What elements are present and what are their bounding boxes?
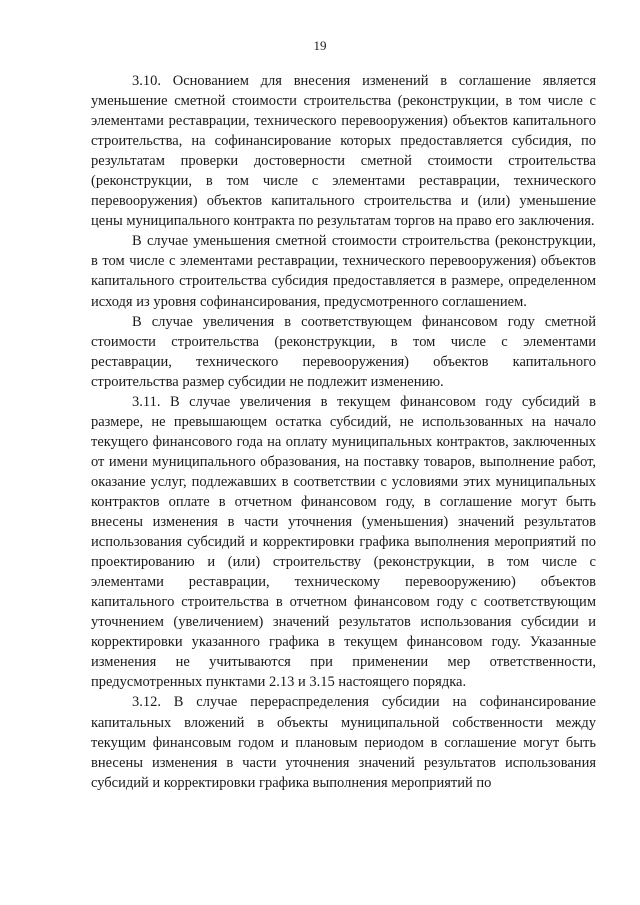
paragraph-estimate-increase: В случае увеличения в соответствующем финансовом году сметной стоимости строительства (реконструкции, в том числе с элементами реставрации, технического перевооружения) объектов капитального строительства размер субсидии не подлежит изменению. (91, 313, 596, 390)
body-text (91, 71, 596, 793)
paragraph-estimate-decrease: В случае уменьшения сметной стоимости строительства (реконструкции, в том числе с элементами реставрации, технического перевооружения) объектов капитального строительства субсидия предоставляется в размере, определенном исходя из уровня софинансирования, предусмотренного соглашением. (91, 233, 596, 310)
paragraph-3-12: 3.12. В случае перераспределения субсидии на софинансирование капитальных вложений в объекты муниципальной собственности между текущим финансовым годом и плановым периодом в соглашение могут быть внесены изменения в части уточнения значений результатов использования субсидий и корректировки графика выполнения мероприятий по (91, 694, 596, 791)
page-number: 19 (313, 38, 327, 53)
paragraph-3-10: 3.10. Основанием для внесения изменений в соглашение является уменьшение сметной стоимости строительства (реконструкции, в том числе с элементами реставрации, технического перевооружения) объектов капитального строительства, на софинансирование которых предоставляется субсидия, по результатам проверки достоверности сметной стоимости строительства (реконструкции, в том числе с элементами реставрации, технического перевооружения) объектов капитального строительства и (или) уменьшение цены муниципального контракта по результатам торгов на право его заключения. (91, 73, 596, 230)
paragraph-3-11: 3.11. В случае увеличения в текущем финансовом году субсидий в размере, не превышающем остатка субсидий, не использованных на начало текущего финансового года на оплату муниципальных контрактов, заключенных от имени муниципального образования, на поставку товаров, выполнение работ, оказание услуг, подлежавших в соответствии с условиями этих муниципальных контрактов оплате в отчетном финансовом году, в соглашение могут быть внесены изменения в части уточнения (уменьшения) значений результатов использования субсидий и корректировки графика выполнения мероприятий по проектированию и (или) строительству (реконструкции, в том числе с элементами реставрации, техническому перевооружению) объектов капитального строительства в отчетном финансовом году с соответствующим уточнением (увеличением) значений результатов использования субсидии и корректировки указанного графика в текущем финансовом году. Указанные изменения не учитываются при применении мер ответственности, предусмотренных пунктами 2.13 и 3.15 настоящего порядка. (91, 393, 596, 691)
